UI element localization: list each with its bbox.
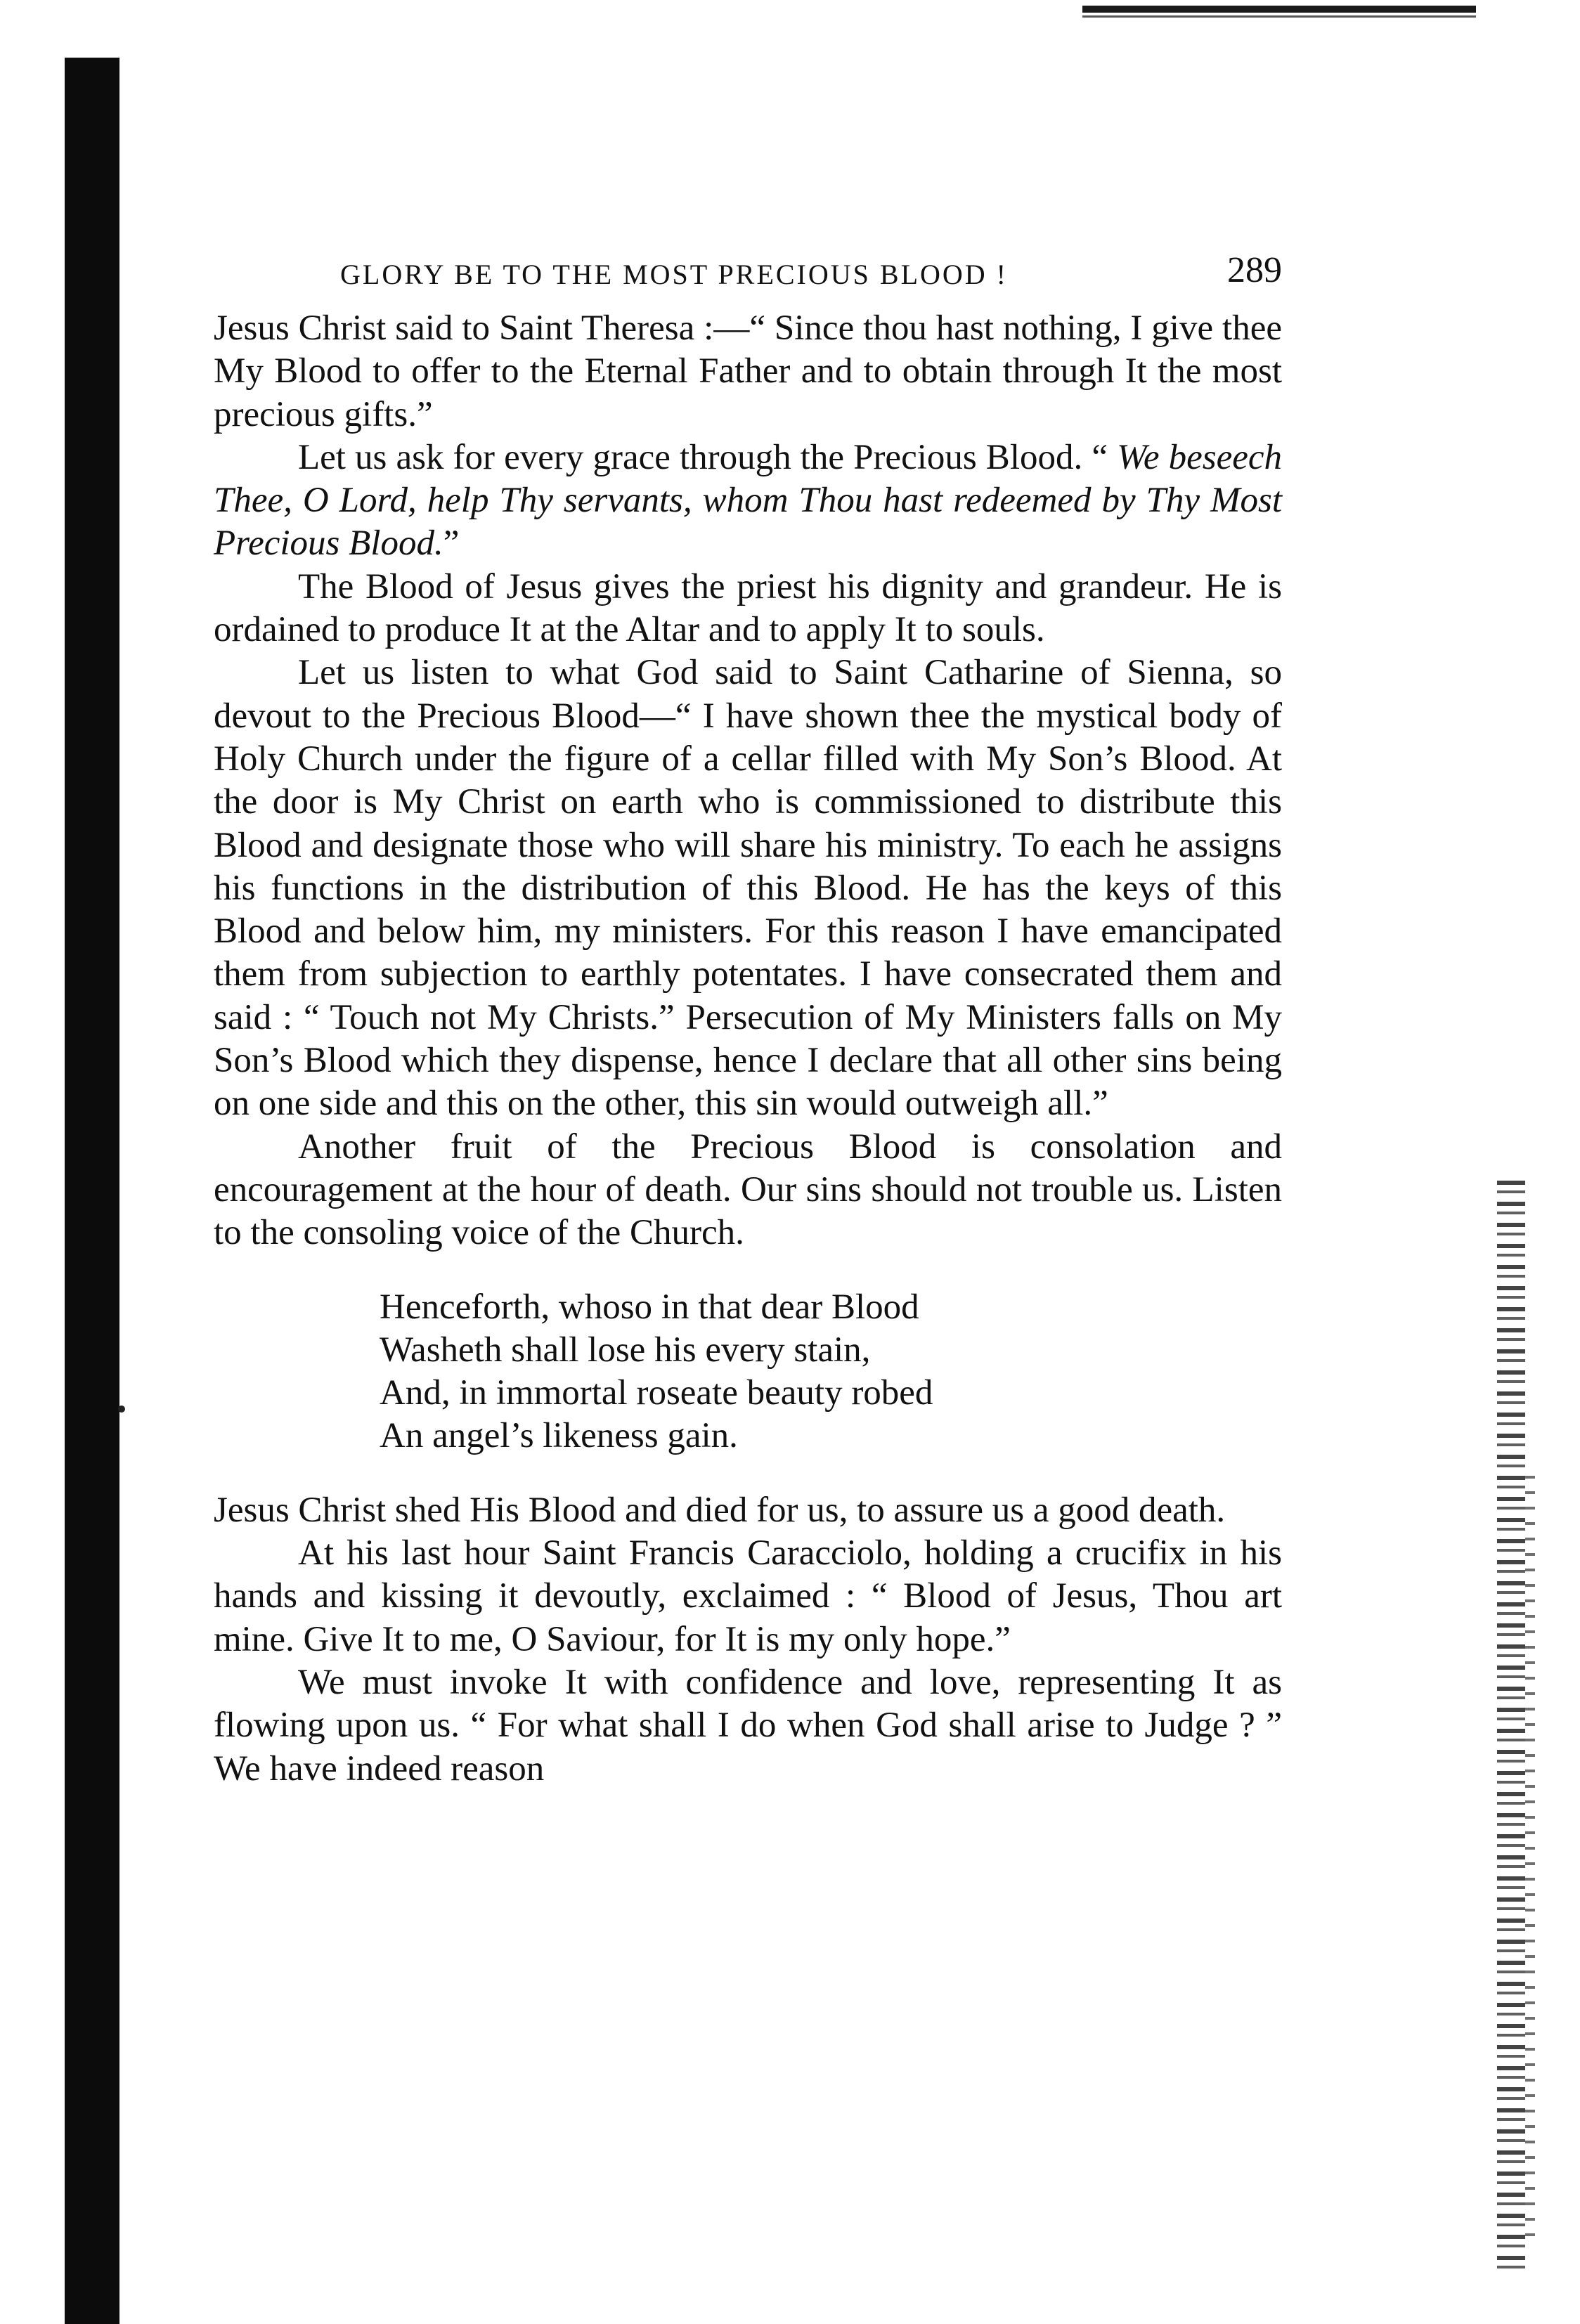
paragraph-good-death: Jesus Christ shed His Blood and died for us, to assure us a good death. [214,1490,1226,1530]
paragraph-invoke: We must invoke It with confidence and love, representing It as flowing upon us. “ For what shall I do when God shall arise to Judge ? ” We have indeed reason [214,1662,1282,1789]
hymn-line: And, in immortal roseate beauty robed [380,1373,933,1413]
scan-edge-rule-thin [1082,15,1476,18]
paragraph-ask-grace-close: ” [443,524,460,564]
prayer-quote: We beseech Thee, O Lord, help Thy servants, whom Thou hast redeemed by Thy Most Precious Blood. [214,437,1282,564]
scan-binding-shadow [65,58,119,2324]
paragraph-ask-grace [214,436,1282,566]
scan-dust-dot [118,1406,125,1413]
scan-edge-rule [1082,6,1476,13]
paragraph-ask-grace-text: Let us ask for every grace through the Precious Blood. “ [298,437,1118,477]
scan-edge-speckle [1497,1181,1525,2277]
paragraph-caracciolo: At his last hour Saint Francis Caracciolo, holding a crucifix in his hands and kissing it devoutly, exclaimed : “ Blood of Jesus, Thou art mine. Give It to me, O Saviour, for It is my only hope.” [214,1533,1282,1659]
scan-edge-speckle-secondary [1525,1476,1535,2249]
body-text [214,307,1282,1791]
paragraph-catharine: Let us listen to what God said to Saint Catharine of Sienna, so devout to the Precious Blood—“ I have shown thee the mystical body of Holy Church under the figure of a cellar filled with My Son’s Blood. At the door is My Christ on earth who is commissioned to distribute this Blood and designate those who will share his ministry. To each he assigns his functions in the distribution of this Blood. He has the keys of this Blood and below him, my ministers. For this reason I have emancipated them from subjection to earthly potentates. I have consecrated them and said : “ Touch not My Christs.” Persecution of My Ministers falls on My Son’s Blood which they dispense, hence I declare that all other sins being on one side and this on the other, this sin would outweigh all.” [214,653,1282,1124]
paragraph-priest: The Blood of Jesus gives the priest his dignity and grandeur. He is ordained to produce It at the Altar and to apply It to souls. [214,566,1282,650]
book-page [214,249,1282,1791]
page-number: 289 [1227,250,1282,290]
hymn-line: An angel’s likeness gain. [380,1416,738,1456]
paragraph-consolation: Another fruit of the Precious Blood is consolation and encouragement at the hour of death. Our sins should not trouble us. Listen to the consoling voice of the Church. [214,1127,1282,1253]
hymn-line: Henceforth, whoso in that dear Blood [380,1287,919,1327]
hymn-verse [380,1286,1282,1458]
running-head [214,249,1282,306]
paragraph-theresa: Jesus Christ said to Saint Theresa :—“ Since thou hast nothing, I give thee My Blood to offer to the Eternal Father and to obtain through It the most precious gifts.” [214,309,1282,434]
hymn-line: Washeth shall lose his every stain, [380,1330,871,1370]
running-head-title: GLORY BE TO THE MOST PRECIOUS BLOOD ! [340,259,1008,290]
